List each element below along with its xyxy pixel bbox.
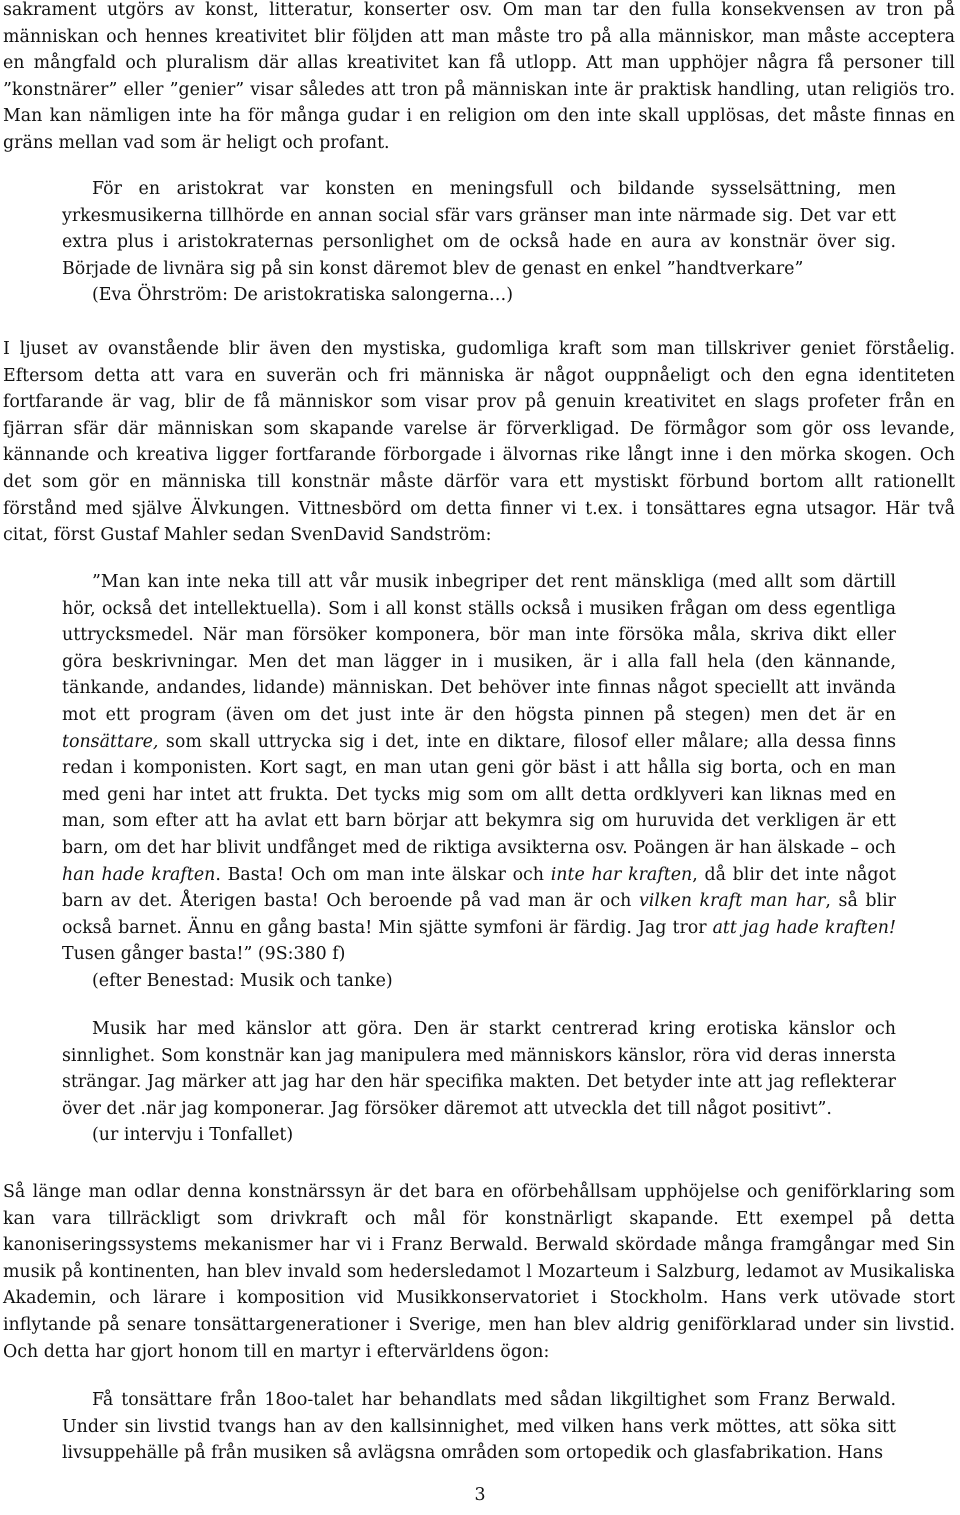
- quote-text: Få tonsättare från 18oo-talet har behandlats med sådan likgiltighet som Franz Berwald. Under sin livstid tvangs han av den kallsinnighet, med vilken hans verk möttes, att söka sitt livsuppehälle på från musiken så avlägsna områden som ortopedik och glasfabrikation. Hans: [62, 1390, 896, 1464]
- emphasis-text: han hade kraften: [62, 864, 216, 885]
- block-quote-mahler: [62, 569, 896, 995]
- quote-text: , så blir också barnet. Ännu en gång basta! Min sjätte symfoni är färdig. Jag tror: [62, 891, 896, 938]
- emphasis-text: tonsättare,: [62, 731, 159, 752]
- quote-source: (efter Benestad: Musik och tanke): [92, 970, 393, 991]
- block-quote-aristocrat: [62, 176, 896, 309]
- block-quote-sandstrom: [62, 1016, 896, 1149]
- quote-text: . Basta! Och om man inte älskar och: [215, 864, 551, 885]
- quote-text: Tusen gånger basta!” (9S:380 f): [62, 944, 346, 965]
- emphasis-text: att jag hade kraften!: [712, 917, 896, 938]
- emphasis-text: vilken kraft man har: [638, 891, 826, 912]
- emphasis-text: inte har kraften: [550, 864, 693, 885]
- quote-text: Musik har med känslor att göra. Den är starkt centrerad kring erotiska känslor och sinnlighet. Som konstnär kan jag manipulera med människors känslor, röra vid deras innersta strängar. Jag märker att jag har den här specifika makten. Det betyder inte att jag reflekterar över det .när jag komponerar. Jag försöker däremot att utveckla det till något positivt”.: [62, 1019, 896, 1119]
- quote-source: (Eva Öhrström: De aristokratiska salongerna…): [92, 285, 514, 306]
- quote-text: , då blir det inte något barn av det. Återigen basta! Och beroende på vad man är och: [62, 864, 896, 912]
- page-number: 3: [474, 1485, 486, 1505]
- quote-text: ”Man kan inte neka till att vår musik inbegriper det rent mänskliga (med allt som därtill hör, också det intellektuella). Som i all konst ställs också i musiken frågan om dess egentliga uttrycksmedel. När man försöker komponera, bör man inte försöka måla, skriva dikt eller göra beskrivningar. Men det man lägger in i musiken, är i alla fall hela (den kännande, tänkande, andandes, lidande) människan. Det behöver inte finnas något speciellt att invända mot ett program (även om det just inte är den högsta pinnen på stegen) men det är en: [62, 572, 896, 725]
- quote-source: (ur intervju i Tonfallet): [92, 1125, 294, 1146]
- body-paragraph-1: sakrament utgörs av konst, litteratur, konserter osv. Om man tar den fulla konsekvensen av tron på människan och hennes kreativitet blir följden att man måste tro på alla människor, man måste acceptera en mångfald och pluralism där allas kreativitet kan få utlopp. Att man upphöjer några få personer till ”konstnärer” eller ”genier” visar således att tron på människan inte är praktisk handling, utan religiös tro. Man kan nämligen inte ha för många gudar i en religion om den inte skall upplösas, det måste finnas en gräns mellan vad som är heligt och profant.: [3, 0, 955, 153]
- quote-text: som skall uttrycka sig i det, inte en diktare, filosof eller målare; alla dessa finns redan i komponisten. Kort sagt, en man utan geni gör bäst i att hålla sig borta, och en man med geni har intet att frukta. Det tycks mig som om allt detta ordklyveri kan liknas med en man, som efter att ha avlat ett barn börjar att bekymra sig om huruvida det verkligen är ett barn, om det har blivit undfånget med de riktiga avsikterna osv. Poängen är han älskade – och: [62, 731, 896, 858]
- body-paragraph-3: Så länge man odlar denna konstnärssyn är det bara en oförbehållsam upphöjelse och geniförklaring som kan vara tillräckligt som drivkraft och mål för konstnärligt skapande. Ett exempel på detta kanoniseringssystems mekanismer har vi i Franz Berwald. Berwald skördade många framgångar med Sin musik på kontinenten, han blev invald som hedersledamot l Mozarteum i Salzburg, ledamot av Musikaliska Akademin, och lärare i komposition vid Musikkonservatoriet i Stockholm. Hans verk utövade stort inflytande på senare tonsättargenerationer i Sverige, men han blev aldrig geniförklarad under sin livstid. Och detta har gjort honom till en martyr i eftervärldens ögon:: [3, 1182, 955, 1362]
- body-paragraph-2: I ljuset av ovanstående blir även den mystiska, gudomliga kraft som man tillskriver geniet förståelig. Eftersom detta att vara en suverän och fri människa är något ouppnåeligt och den egna identiteten fortfarande är vag, blir de få människor som visar prov på genuin kreativitet en slags profeter från en fjärran sfär där människan som skapande varelse är förverkligad. De förmågor som gör oss levande, kännande och kreativa ligger fortfarande förborgade i älvornas rike långt inne i den mörka skogen. Och det som gör en människa till konstnär måste därför vara ett mystiskt förbund bortom allt rationellt förstånd med själve Älvkungen. Vittnesbörd om detta finner vi t.ex. i tonsättares egna utsagor. Här två citat, först Gustaf Mahler sedan SvenDavid Sandström:: [3, 339, 955, 546]
- quote-text: För en aristokrat var konsten en meningsfull och bildande sysselsättning, men yrkesmusikerna tillhörde en annan social sfär vars gränser man inte närmade sig. Det var ett extra plus i aristokraternas personlighet om de också hade en aura av konstnär över sig. Började de livnära sig på sin konst däremot blev de genast en enkel ”handtverkare”: [62, 179, 896, 279]
- block-quote-berwald: [62, 1387, 896, 1467]
